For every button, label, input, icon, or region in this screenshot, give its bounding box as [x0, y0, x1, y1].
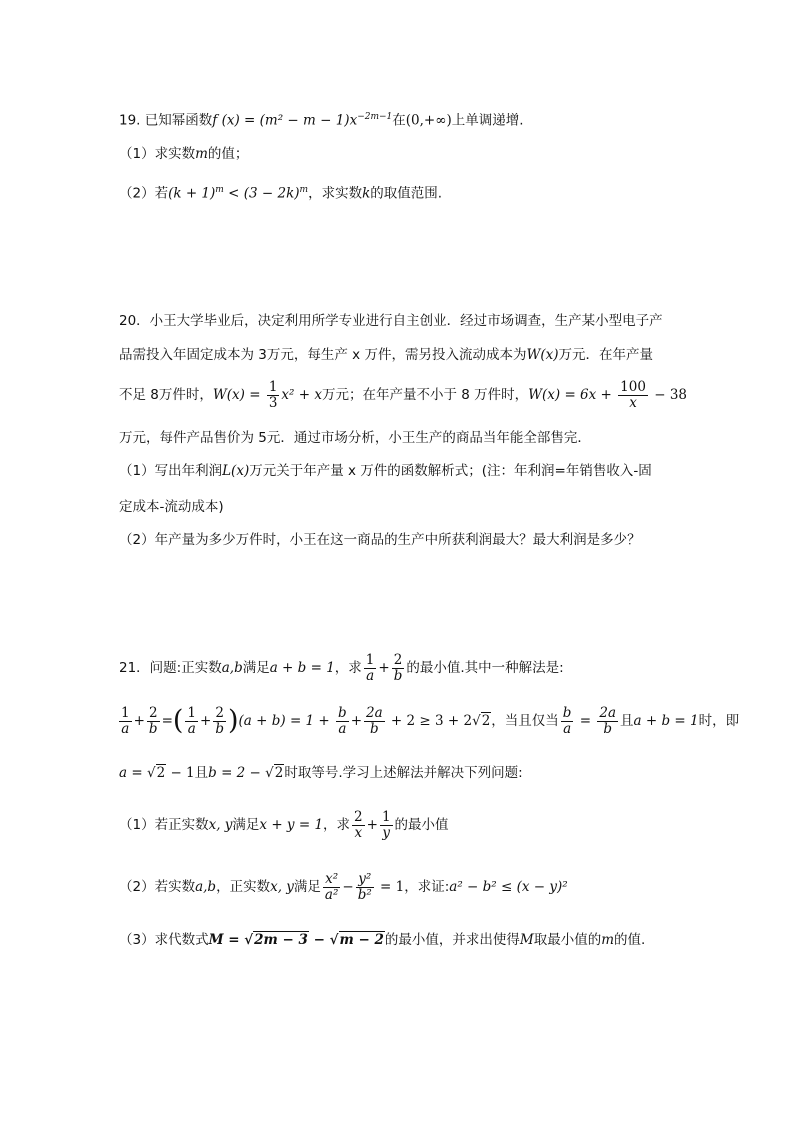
stem-text: 且	[620, 713, 634, 729]
denominator: 3	[268, 394, 278, 411]
fraction-100-over-x	[618, 380, 648, 411]
math-ab: a,b	[195, 879, 217, 895]
stem-text: 在	[392, 112, 406, 129]
question-20-part-2	[119, 530, 641, 550]
question-20-part-1-cont	[119, 497, 224, 517]
question-21-part-1: （1）若正实数x, y满足x + y = 1，求 $\frac{2}{x}$ + $\frac{1}{y}$ 的最小值	[119, 808, 449, 841]
fraction-1-over-a: $\frac{1}{a}$	[187, 704, 197, 737]
part-text: ，求实数	[308, 185, 363, 202]
fraction-1-over-y: $\frac{1}{y}$	[381, 808, 391, 841]
math-interval: (0,+∞)	[405, 112, 452, 129]
math-sqrt: 2m − 3	[254, 932, 308, 948]
math-expr: −	[308, 932, 330, 948]
part-text: 的值；	[207, 146, 249, 162]
question-19-part-2	[119, 180, 442, 204]
math-l: L(x)	[222, 463, 250, 479]
math-var: m	[195, 146, 208, 162]
fraction-x2-over-a2: $\frac{\text{x²}}{\text{a²}}$	[324, 870, 339, 903]
question-19-part-1	[119, 144, 248, 164]
math-exponent: m	[299, 185, 309, 195]
part-text: 满足	[293, 879, 321, 895]
stem-text: 已知幂函数	[144, 112, 213, 129]
stem-text: 且	[194, 765, 209, 781]
math-exponent: m	[215, 185, 224, 195]
part-text: （2）若实数	[119, 879, 196, 895]
math-sqrt: 2	[274, 765, 284, 781]
numerator: 1	[268, 378, 278, 395]
part-text: 的最小值	[394, 817, 449, 833]
math-expr: (a + b) = 1 +	[238, 713, 335, 729]
math-expr: =	[575, 713, 596, 729]
math-ab: a,b	[221, 660, 243, 676]
stem-text: 万元．在年产量	[558, 347, 653, 363]
part-text: （1）写出年利润	[119, 463, 223, 479]
part-text: 的值.	[614, 932, 646, 948]
math-xy: x, y	[208, 817, 233, 833]
part-text: 满足	[232, 817, 260, 833]
stem-text: 不足 8万件时，	[119, 387, 213, 403]
math-fx: f (x) =	[212, 112, 260, 129]
math-x: x	[349, 112, 358, 129]
fraction-b-over-a: $\frac{b}{a}$	[562, 704, 572, 737]
part-text: 取最小值的	[533, 932, 602, 948]
question-21-line-2: $\frac{1}{a}$ + $\frac{2}{b}$ =( $\frac{1}{a}$ + $\frac{2}{b}$ )(a + b) = 1 + $\frac{b}{a}$ + $\frac{2a}{b}$ + 2 ≥ 3 + 2√2，当且仅当 $\frac{b}{a}$ = $\frac{2a}{b}$ 且a + b = 1时，即	[121, 704, 740, 737]
math-xy: x, y	[270, 879, 294, 895]
math-expr: = 1	[375, 879, 405, 895]
question-21-line-1: 21．问题:正实数a,b满足a + b = 1，求 $\frac{1}{a}$ + $\frac{2}{b}$ 的最小值.其中一种解法是:	[119, 651, 564, 684]
question-21-part-3: （3）求代数式M = √2m − 3 − √m − 2的最小值，并求出使得M取最小值的m的值.	[119, 932, 646, 948]
fraction-1-over-a: $\frac{1}{a}$	[121, 704, 130, 737]
math-expr: x² + x	[281, 387, 322, 403]
math-w: W(x) = 6x +	[528, 387, 617, 403]
fraction-one-third	[267, 380, 280, 411]
fraction-2-over-x: $\frac{2}{x}$	[354, 808, 363, 841]
numerator: 100	[620, 378, 646, 395]
stem-text: 21．问题:正实数	[119, 660, 222, 676]
question-20-line-3	[119, 378, 687, 412]
part-text: （2）年产量为多少万件时，小王在这一商品的生产中所获利润最大？最大利润是多少？	[119, 532, 641, 548]
stem-text: 的最小值.其中一种解法是:	[406, 660, 564, 676]
part-text: （1）求实数	[119, 146, 196, 162]
stem-text: 满足	[242, 660, 270, 676]
part-text: ，正实数	[216, 879, 271, 895]
math-sqrt: 2	[481, 713, 491, 729]
math-expr: + 2 ≥ 3 + 2	[386, 713, 473, 729]
math-coefficient: (m² − m − 1)	[259, 112, 350, 129]
question-20-line-4	[119, 428, 591, 448]
stem-text: ，求	[334, 660, 362, 676]
denominator: x	[629, 394, 637, 411]
math-expr: a =	[119, 765, 147, 781]
math-expr: M =	[208, 932, 245, 948]
question-19-stem	[119, 107, 524, 131]
question-21-part-2: （2）若实数a,b，正实数x, y满足 $\frac{\text{x²}}{\text{a²}}$ − $\frac{\text{y²}}{\text{b²}}$ = 1，求证:a² − b² ≤ (x − y)²	[119, 870, 568, 903]
math-sqrt: m − 2	[339, 932, 384, 948]
fraction-2-over-b: $\frac{2}{b}$	[393, 651, 403, 684]
math-inequality: a² − b² ≤ (x − y)²	[449, 879, 568, 895]
part-text: 的取值范围.	[370, 185, 443, 202]
math-expr: < (3 − 2k)	[223, 185, 300, 202]
math-expr: x + y = 1	[259, 817, 324, 833]
math-expr: − 1	[166, 765, 195, 781]
fraction-2-over-b: $\frac{2}{b}$	[148, 704, 158, 737]
math-w: W(x)	[526, 347, 559, 363]
math-sqrt: 2	[156, 765, 166, 781]
math-expr: (k + 1)	[168, 185, 216, 202]
math-expr: a + b = 1	[633, 713, 699, 729]
part-text: ，求	[323, 817, 351, 833]
math-var: m	[601, 932, 615, 948]
stem-text: ，当且仅当	[491, 713, 559, 729]
question-20-line-1	[119, 311, 663, 331]
stem-text: 万元，每件产品售价为 5元．通过市场分析，小王生产的商品当年能全部售完．	[119, 430, 591, 446]
fraction-2-over-b: $\frac{2}{b}$	[215, 704, 224, 737]
question-20-line-2	[119, 345, 653, 365]
part-text: 定成本-流动成本)	[119, 499, 224, 515]
part-text: （2）若	[119, 185, 169, 202]
stem-text: 上单调递增.	[451, 112, 524, 129]
fraction-2a-over-b: $\frac{2a}{b}$	[599, 704, 616, 737]
math-var: k	[362, 185, 371, 202]
stem-text: 20．小王大学毕业后，决定利用所学专业进行自主创业．经过市场调查，生产某小型电子产	[119, 313, 663, 329]
fraction-1-over-a: $\frac{1}{a}$	[365, 651, 375, 684]
math-expr: a + b = 1	[269, 660, 335, 676]
math-var: M	[519, 932, 534, 948]
part-text: 的最小值，并求出使得	[384, 932, 520, 948]
stem-text: 时，即	[698, 713, 740, 729]
stem-text: 时取等号.学习上述解法并解决下列问题:	[284, 765, 523, 781]
fraction-b-over-a: $\frac{b}{a}$	[338, 704, 347, 737]
math-w: W(x) =	[212, 387, 265, 403]
part-text: （1）若正实数	[119, 817, 209, 833]
part-text: （3）求代数式	[119, 932, 209, 948]
math-expr: b = 2 −	[208, 765, 266, 781]
math-expr: − 38	[649, 387, 687, 403]
question-number: 19.	[119, 112, 141, 129]
part-text: ，求证:	[404, 879, 450, 895]
part-text: 万元关于年产量 x 万件的函数解析式；(注：年利润=年销售收入-固	[249, 463, 652, 479]
stem-text: 万元；在年产量不小于 8 万件时，	[321, 387, 529, 403]
fraction-2a-over-b: $\frac{2a}{b}$	[366, 704, 383, 737]
question-21-line-3: a = √2 − 1且b = 2 − √2时取等号.学习上述解法并解决下列问题:	[119, 765, 523, 781]
fraction-y2-over-b2: $\frac{\text{y²}}{\text{b²}}$	[357, 870, 372, 903]
stem-text: 品需投入年固定成本为 3万元，每生产 x 万件，需另投入流动成本为	[119, 347, 527, 363]
math-exponent: −2m−1	[357, 112, 393, 122]
question-20-part-1	[119, 461, 652, 481]
